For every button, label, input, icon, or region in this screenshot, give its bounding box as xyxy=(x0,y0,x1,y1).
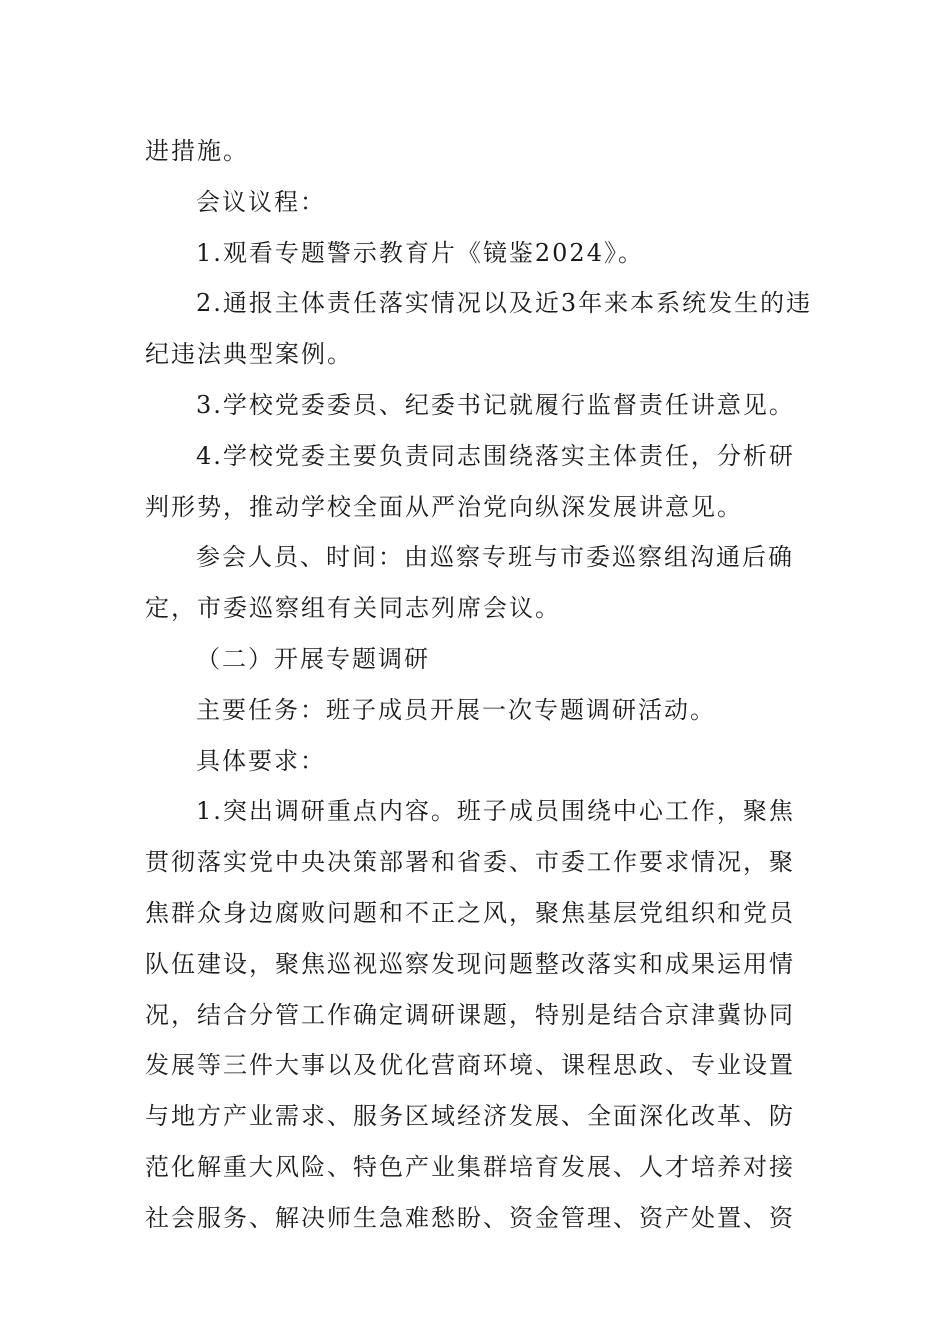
paragraph-line: 参会人员、时间：由巡察专班与市委巡察组沟通后确 xyxy=(196,543,794,572)
section-heading: （二）开展专题调研 xyxy=(196,644,430,673)
paragraph-line: 3.学校党委委员、纪委书记就履行监督责任讲意见。 xyxy=(196,390,795,419)
paragraph-line: 队伍建设，聚焦巡视巡察发现问题整改落实和成果运用情 xyxy=(145,949,795,978)
paragraph-line: 1.观看专题警示教育片《镜鉴2024》。 xyxy=(196,238,644,267)
paragraph-line: 会议议程： xyxy=(196,187,326,216)
paragraph-line: 定，市委巡察组有关同志列席会议。 xyxy=(145,594,561,623)
paragraph-line: 具体要求： xyxy=(196,746,326,775)
paragraph-line: 况，结合分管工作确定调研课题，特别是结合京津冀协同 xyxy=(145,1000,795,1029)
paragraph-line: 4.学校党委主要负责同志围绕落实主体责任，分析研 xyxy=(196,441,795,470)
paragraph-line: 社会服务、解决师生急难愁盼、资金管理、资产处置、资 xyxy=(145,1203,795,1232)
paragraph-line: 1.突出调研重点内容。班子成员围绕中心工作，聚焦 xyxy=(196,797,795,826)
paragraph-line: 纪违法典型案例。 xyxy=(145,340,353,369)
paragraph-line: 贯彻落实党中央决策部署和省委、市委工作要求情况，聚 xyxy=(145,848,795,877)
paragraph-line: 范化解重大风险、特色产业集群培育发展、人才培养对接 xyxy=(145,1152,795,1181)
paragraph-line: 与地方产业需求、服务区域经济发展、全面深化改革、防 xyxy=(145,1102,795,1131)
paragraph-line: 判形势，推动学校全面从严治党向纵深发展讲意见。 xyxy=(145,492,743,521)
paragraph-line: 2.通报主体责任落实情况以及近3年来本系统发生的违 xyxy=(196,289,813,318)
paragraph-line: 焦群众身边腐败问题和不正之风，聚焦基层党组织和党员 xyxy=(145,898,795,927)
paragraph-line: 进措施。 xyxy=(145,137,249,165)
paragraph-line: 主要任务：班子成员开展一次专题调研活动。 xyxy=(196,695,716,724)
document-body xyxy=(145,126,813,1244)
paragraph-line: 发展等三件大事以及优化营商环境、课程思政、专业设置 xyxy=(145,1051,795,1080)
